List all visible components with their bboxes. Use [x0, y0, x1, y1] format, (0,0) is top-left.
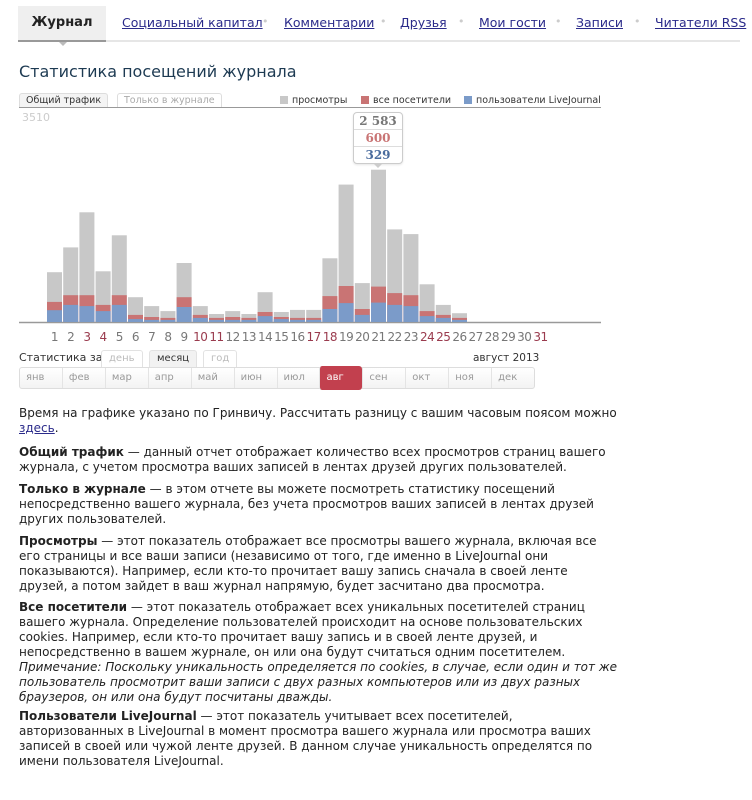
desc-title: Только в журнале [19, 482, 146, 496]
tooltip-views: 2 583 [359, 114, 397, 128]
month-aug[interactable]: авг [319, 366, 362, 390]
bar-day-3[interactable] [79, 212, 94, 322]
x-tick-label: 6 [131, 330, 140, 344]
page-title: Статистика посещений журнала [19, 62, 297, 81]
timezone-text: Время на графике указано по Гринвичу. Рассчитать разницу с вашим часовым поясом можно [19, 406, 617, 420]
bar-lj-users[interactable] [128, 319, 143, 322]
bar-day-18[interactable] [322, 258, 337, 322]
nav-separator: • [458, 15, 465, 28]
x-tick-label: 28 [484, 330, 500, 344]
month-selector [19, 367, 535, 389]
bar-lj-users[interactable] [420, 316, 435, 322]
x-tick-label: 27 [468, 330, 483, 344]
bar-day-9[interactable] [177, 263, 192, 322]
x-tick-label: 2 [67, 330, 75, 344]
x-tick-label: 24 [419, 330, 435, 344]
period-label: Статистика за [19, 351, 103, 364]
x-tick-label: 26 [452, 330, 467, 344]
top-navigation [18, 6, 747, 42]
timezone-link[interactable]: здесь [19, 421, 55, 435]
nav-tab-journal[interactable]: Журнал [18, 6, 106, 40]
nav-link-rss-readers[interactable]: Читатели RSS [655, 15, 747, 30]
bar-lj-users[interactable] [177, 307, 192, 322]
bar-day-12[interactable] [225, 311, 240, 322]
bar-lj-users[interactable] [322, 309, 337, 322]
bar-day-7[interactable] [144, 306, 159, 322]
bar-lj-users[interactable] [452, 320, 467, 322]
chart-tooltip [353, 112, 403, 164]
tooltip-lj-users: 329 [354, 146, 402, 163]
bar-lj-users[interactable] [306, 320, 321, 322]
desc-title: Общий трафик [19, 445, 124, 459]
desc-title: Просмотры [19, 534, 98, 548]
bar-day-10[interactable] [193, 306, 208, 322]
x-tick-label: 8 [164, 330, 172, 344]
desc-body: — этот показатель отображает всех уникальных посетителей страниц вашего журнала. Определение пользователей происходит на основе пользовательских cookies. Например, если кто-то прочитает вашу запись и в своей ленте друзей, и непосредственно в вашем журнале, он или она будут считаться одним посетителем. [19, 600, 585, 659]
bar-day-14[interactable] [258, 292, 273, 322]
x-tick-label: 25 [436, 330, 451, 344]
bar-lj-users[interactable] [387, 305, 402, 322]
x-tick-label: 5 [115, 330, 123, 344]
desc-note: Примечание: Поскольку уникальность определяется по cookies, в случае, если один и тот же пользователь просмотрит ваши записи с двух разных компьютеров или из двух разных браузеров, он или она будут посчитаны дважды. [19, 660, 618, 704]
bar-day-11[interactable] [209, 314, 224, 322]
nav-separator: • [380, 15, 387, 28]
nav-separator: • [634, 15, 641, 28]
period-tab-month[interactable]: месяц [149, 350, 197, 367]
x-tick-label: 22 [387, 330, 402, 344]
month-apr[interactable]: апр [148, 368, 191, 388]
x-tick-label: 21 [371, 330, 386, 344]
nav-link-comments[interactable]: Комментарии [284, 15, 375, 30]
desc-body: — в этом отчете вы можете посмотреть статистику посещений непосредственно вашего журнала, без учета просмотров ваших записей в лентах друзей других пользователей. [19, 482, 594, 526]
desc-lj-users [19, 709, 619, 769]
bar-lj-users[interactable] [63, 305, 78, 322]
bar-day-15[interactable] [274, 312, 289, 322]
bar-lj-users[interactable] [193, 318, 208, 322]
bar-day-26[interactable] [452, 313, 467, 322]
month-dec[interactable]: дек [491, 368, 534, 388]
bar-lj-users[interactable] [339, 303, 354, 322]
nav-link-friends[interactable]: Друзья [400, 15, 447, 30]
bar-day-16[interactable] [290, 310, 305, 322]
bar-day-19[interactable] [339, 185, 354, 322]
bar-lj-users[interactable] [403, 306, 418, 322]
desc-all-visitors [19, 600, 619, 705]
month-mar[interactable]: мар [105, 368, 148, 388]
bar-day-8[interactable] [160, 311, 175, 322]
x-tick-label: 10 [193, 330, 208, 344]
bar-day-21[interactable] [371, 170, 386, 322]
bar-day-22[interactable] [387, 229, 402, 322]
bar-day-23[interactable] [403, 234, 418, 322]
x-tick-label: 3 [83, 330, 91, 344]
bar-day-24[interactable] [420, 284, 435, 322]
legend-label: все посетители [373, 95, 452, 106]
bar-lj-users[interactable] [290, 320, 305, 322]
bar-day-20[interactable] [355, 283, 370, 322]
bar-day-1[interactable] [47, 272, 62, 322]
desc-title: Пользователи LiveJournal [19, 709, 197, 723]
desc-body: — данный отчет отображает количество всех просмотров страниц вашего журнала, с учетом просмотра ваших записей в лентах друзей других пользователей. [19, 445, 606, 474]
x-tick-label: 29 [500, 330, 516, 344]
x-tick-label: 16 [290, 330, 305, 344]
desc-journal-only [19, 482, 619, 527]
bar-lj-users[interactable] [355, 315, 370, 322]
traffic-chart [0, 100, 610, 345]
x-tick-label: 20 [355, 330, 370, 344]
bar-lj-users[interactable] [112, 305, 127, 322]
desc-views [19, 534, 619, 594]
bar-lj-users[interactable] [258, 316, 273, 322]
bar-day-6[interactable] [128, 297, 143, 322]
active-tab-underline [18, 40, 106, 42]
period-tab-year[interactable]: год [203, 350, 237, 367]
bar-lj-users[interactable] [274, 319, 289, 322]
nav-link-entries[interactable]: Записи [576, 15, 623, 30]
x-tick-label: 9 [180, 330, 188, 344]
bar-day-4[interactable] [96, 271, 111, 322]
x-tick-label: 1 [50, 330, 59, 344]
month-sep[interactable]: сен [362, 368, 405, 388]
desc-title: Все посетители [19, 600, 128, 614]
x-tick-label: 31 [533, 330, 548, 344]
nav-separator: • [262, 15, 269, 28]
month-feb[interactable]: фев [62, 368, 105, 388]
period-tab-day[interactable]: день [101, 350, 143, 367]
x-tick-label: 15 [274, 330, 289, 344]
x-tick-label: 11 [209, 330, 224, 344]
month-may[interactable]: май [191, 368, 234, 388]
bar-lj-users[interactable] [371, 303, 386, 322]
bar-day-25[interactable] [436, 305, 451, 322]
timezone-note [19, 406, 619, 436]
bar-lj-users[interactable] [144, 320, 159, 322]
timezone-text-end: . [54, 421, 59, 435]
x-tick-label: 30 [517, 330, 532, 344]
month-jun[interactable]: июн [234, 368, 277, 388]
month-jan[interactable]: янв [26, 372, 45, 383]
nav-separator: • [555, 15, 562, 28]
x-tick-label: 4 [99, 330, 107, 344]
bar-lj-users[interactable] [160, 320, 175, 322]
bar-day-13[interactable] [241, 314, 256, 322]
bar-day-5[interactable] [112, 235, 127, 322]
bar-lj-users[interactable] [47, 310, 62, 322]
x-tick-label: 23 [403, 330, 419, 344]
bar-lj-users[interactable] [79, 306, 94, 322]
x-tick-label: 19 [338, 330, 354, 344]
bar-lj-users[interactable] [241, 320, 256, 322]
x-tick-label: 17 [306, 330, 321, 344]
x-tick-label: 14 [257, 330, 273, 344]
bar-lj-users[interactable] [436, 318, 451, 322]
nav-link-my-guests[interactable]: Мои гости [479, 15, 547, 30]
x-tick-label: 12 [225, 330, 240, 344]
x-tick-label: 13 [241, 330, 257, 344]
x-tick-label: 18 [322, 330, 338, 344]
bar-day-17[interactable] [306, 310, 321, 322]
desc-total-traffic [19, 445, 619, 475]
y-axis-max-label: 3510 [22, 111, 50, 124]
nav-link-social-capital[interactable]: Социальный капитал [122, 15, 263, 30]
month-jul[interactable]: июл [277, 368, 320, 388]
current-period: август 2013 [473, 352, 540, 364]
legend-label: пользователи LiveJournal [476, 95, 601, 106]
tab-journal-only[interactable]: Только в журнале [117, 93, 222, 108]
tooltip-visitors: 600 [354, 129, 402, 146]
bar-lj-users[interactable] [209, 320, 224, 322]
desc-body: — этот показатель отображает все просмотры вашего журнала, включая все его страницы и все ваши записи (независимо от того, где именно в LiveJournal они показываются). Например, если кто-то прочитает вашу запись сначала в своей ленте друзей, а потом зайдет в ваш журнал напрямую, будет засчитано два просмотра. [19, 534, 597, 593]
bar-day-2[interactable] [63, 247, 78, 322]
bar-lj-users[interactable] [96, 311, 111, 322]
month-oct[interactable]: окт [405, 368, 448, 388]
legend-label: просмотры [292, 95, 348, 106]
x-tick-label: 7 [148, 330, 156, 344]
bar-lj-users[interactable] [225, 320, 240, 322]
desc-body: — этот показатель учитывает всех посетителей, авторизованных в LiveJournal в момент просмотра вашего журнала или просмотра ваших записей в своей или чужой ленте друзей. В данном случае уникальность определятся по имени пользователя LiveJournal. [19, 709, 593, 768]
month-nov[interactable]: ноя [448, 368, 491, 388]
tab-total-traffic[interactable]: Общий трафик [19, 93, 108, 108]
